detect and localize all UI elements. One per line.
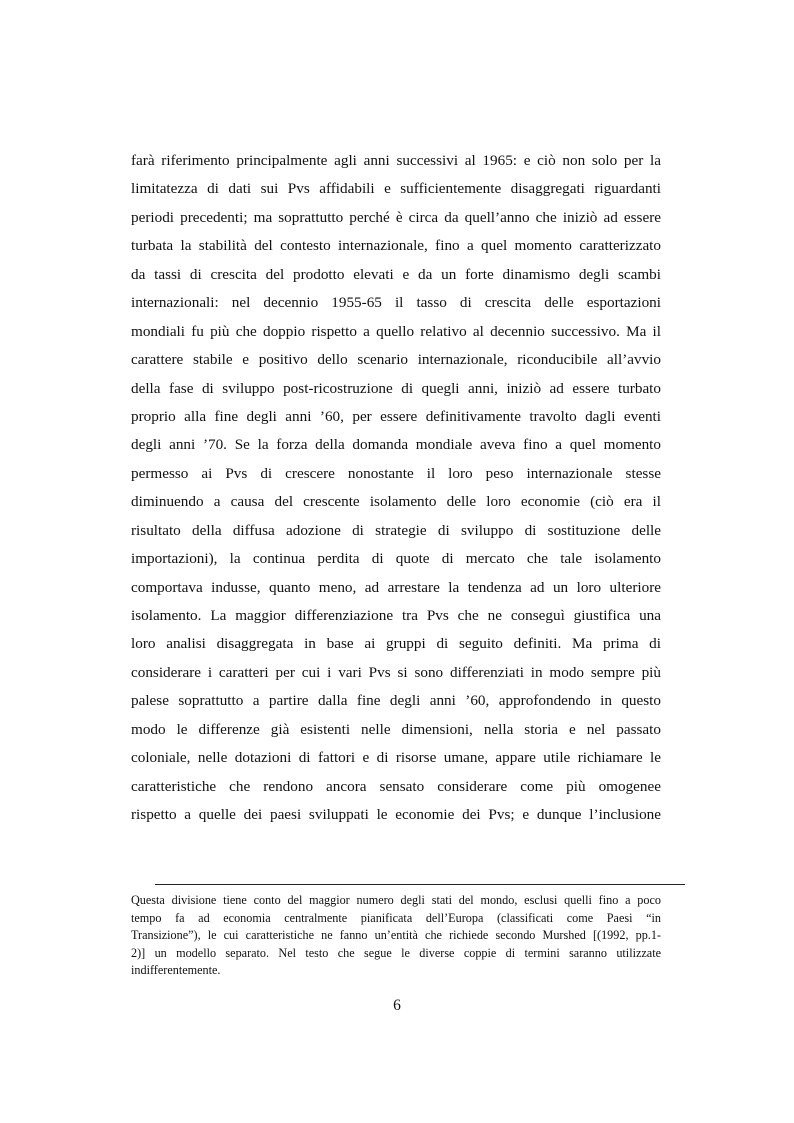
body-line: comportava indusse, quanto meno, ad arrestare la tendenza ad un loro ulteriore <box>131 578 661 596</box>
body-line: proprio alla fine degli anni ’60, per essere definitivamente travolto dagli eventi <box>131 407 661 425</box>
body-line: da tassi di crescita del prodotto elevati e da un forte dinamismo degli scambi <box>131 265 661 283</box>
body-line: palese soprattutto a partire dalla fine degli anni ’60, approfondendo in questo <box>131 692 661 710</box>
body-line: degli anni ’70. Se la forza della domanda mondiale aveva fino a quel momento <box>131 436 661 454</box>
footnote-separator <box>155 884 685 885</box>
body-line: isolamento. La maggior differenziazione tra Pvs che ne conseguì giustifica una <box>131 607 661 624</box>
body-line: carattere stabile e positivo dello scenario internazionale, riconducibile all’avvio <box>131 351 661 369</box>
body-line: modo le differenze già esistenti nelle dimensioni, nella storia e nel passato <box>131 720 661 738</box>
body-line: coloniale, nelle dotazioni di fattori e di risorse umane, appare utile richiamare le <box>131 749 661 767</box>
body-line: farà riferimento principalmente agli anni successivi al 1965: e ciò non solo per la <box>131 152 661 169</box>
body-line: mondiali fu più che doppio rispetto a quello relativo al decennio successivo. Ma il <box>131 322 661 340</box>
body-line: periodi precedenti; ma soprattutto perché è circa da quell’anno che iniziò ad essere <box>131 208 661 226</box>
body-line: della fase di sviluppo post-ricostruzione di quegli anni, iniziò ad essere turbato <box>131 379 661 397</box>
body-line: considerare i caratteri per cui i vari Pvs si sono differenziati in modo sempre più <box>131 663 661 681</box>
body-line: turbata la stabilità del contesto internazionale, fino a quel momento caratterizzato <box>131 237 661 255</box>
body-line: limitatezza di dati sui Pvs affidabili e sufficientemente disaggregati riguardanti <box>131 180 661 198</box>
body-line: diminuendo a causa del crescente isolamento delle loro economie (ciò era il <box>131 493 661 511</box>
body-line: loro analisi disaggregata in base ai gruppi di seguito definiti. Ma prima di <box>131 635 661 653</box>
footnote-line: indifferentemente. <box>131 963 221 977</box>
footnote-line: Questa divisione tiene conto del maggior numero degli stati del mondo, esclusi quelli fino a poco <box>131 893 661 907</box>
footnote-line: tempo fa ad economia centralmente pianificata dell’Europa (classificati come Paesi “in <box>131 910 661 925</box>
body-line: internazionali: nel decennio 1955-65 il tasso di crescita delle esportazioni <box>131 294 661 312</box>
body-line: permesso ai Pvs di crescere nonostante il loro peso internazionale stesse <box>131 464 661 482</box>
page-number: 6 <box>393 997 401 1014</box>
footnote-line: Transizione”), le cui caratteristiche ne fanno un’entità che richiede secondo Murshed [(1992, pp.1- <box>131 928 661 942</box>
body-line: caratteristiche che rendono ancora sensato considerare come più omogenee <box>131 777 661 795</box>
body-line: importazioni), la continua perdita di quote di mercato che tale isolamento <box>131 550 661 568</box>
footnote-line: 2)] un modello separato. Nel testo che segue le diverse coppie di termini saranno utilizzate <box>131 945 661 960</box>
body-line: risultato della diffusa adozione di strategie di sviluppo di sostituzione delle <box>131 521 661 539</box>
footnote <box>131 892 661 980</box>
body-text <box>131 147 661 830</box>
body-line: rispetto a quelle dei paesi sviluppati le economie dei Pvs; e dunque l’inclusione <box>131 806 661 824</box>
